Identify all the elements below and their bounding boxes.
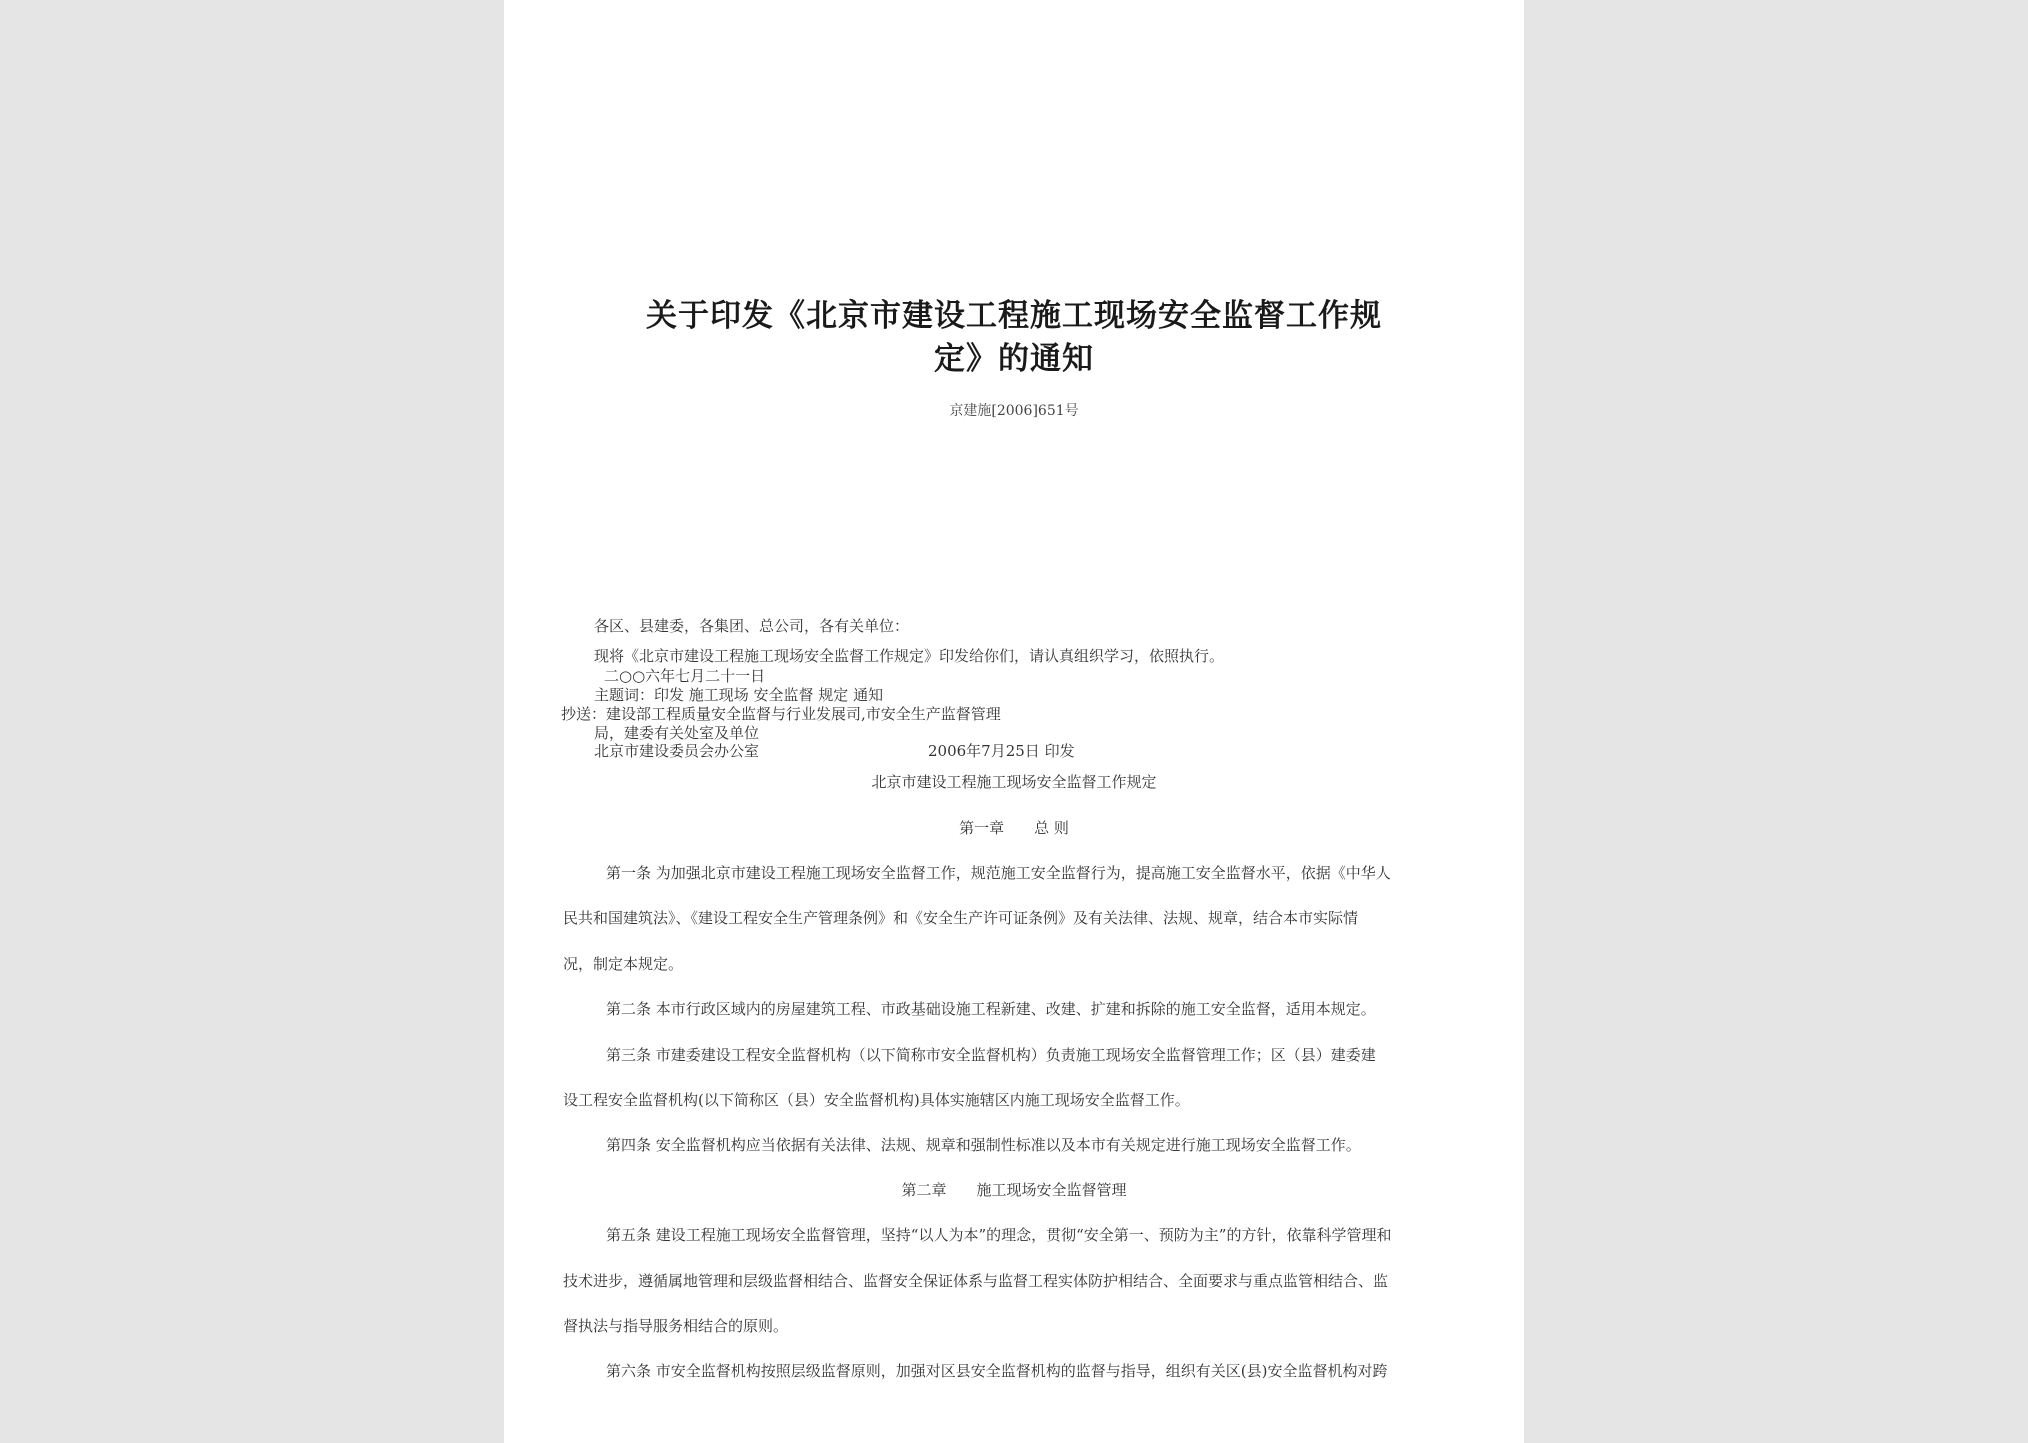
notice-line: 现将《北京市建设工程施工现场安全监督工作规定》印发给你们，请认真组织学习，依照执行。 xyxy=(594,647,1225,665)
document-title-line-2: 定》的通知 xyxy=(934,341,1094,377)
cc-line-1: 抄送：建设部工程质量安全监督与行业发展司,市安全生产监督管理 xyxy=(561,705,1001,723)
body-line: 民共和国建筑法》、《建设工程安全生产管理条例》和《安全生产许可证条例》及有关法律、法规、规章，结合本市实际情 xyxy=(563,909,1359,927)
notice-date: 二○○六年七月二十一日 xyxy=(604,667,766,685)
document-title-line-1: 关于印发《北京市建设工程施工现场安全监督工作规 xyxy=(646,298,1382,334)
keywords-line: 主题词：印发 施工现场 安全监督 规定 通知 xyxy=(594,686,884,704)
chapter-2-heading: 第二章 施工现场安全监督管理 xyxy=(901,1181,1127,1199)
body-line: 督执法与指导服务相结合的原则。 xyxy=(563,1317,789,1335)
body-line: 第一条 为加强北京市建设工程施工现场安全监督工作，规范施工安全监督行为，提高施工安全监督水平，依据《中华人 xyxy=(606,864,1391,882)
issuer-name: 北京市建设委员会办公室 xyxy=(594,742,760,760)
document-number: 京建施[2006]651号 xyxy=(949,403,1079,419)
issue-date: 2006年7月25日 印发 xyxy=(928,742,1075,760)
body-line: 第三条 市建委建设工程安全监督机构（以下简称市安全监督机构）负责施工现场安全监督管理工作；区（县）建委建 xyxy=(606,1046,1376,1064)
regulation-title: 北京市建设工程施工现场安全监督工作规定 xyxy=(871,773,1157,791)
body-line: 第六条 市安全监督机构按照层级监督原则，加强对区县安全监督机构的监督与指导，组织有关区(县)安全监督机构对跨 xyxy=(606,1362,1388,1380)
body-line: 技术进步，遵循属地管理和层级监督相结合、监督安全保证体系与监督工程实体防护相结合、全面要求与重点监管相结合、监 xyxy=(563,1272,1389,1290)
recipients-line: 各区、县建委，各集团、总公司，各有关单位： xyxy=(594,617,910,635)
body-line: 第二条 本市行政区域内的房屋建筑工程、市政基础设施工程新建、改建、扩建和拆除的施工安全监督，适用本规定。 xyxy=(606,1000,1376,1018)
cc-line-2: 局，建委有关处室及单位 xyxy=(594,724,760,742)
chapter-1-heading: 第一章 总 则 xyxy=(959,819,1069,837)
body-line: 第五条 建设工程施工现场安全监督管理，坚持“以人为本”的理念，贯彻“安全第一、预防为主”的方针，依靠科学管理和 xyxy=(606,1226,1392,1244)
body-line: 况，制定本规定。 xyxy=(563,955,684,973)
body-line: 设工程安全监督机构(以下简称区（县）安全监督机构)具体实施辖区内施工现场安全监督工作。 xyxy=(563,1091,1190,1109)
issuer-line xyxy=(594,742,1194,760)
document-page xyxy=(504,0,1524,1443)
body-line: 第四条 安全监督机构应当依据有关法律、法规、规章和强制性标准以及本市有关规定进行施工现场安全监督工作。 xyxy=(606,1136,1361,1154)
